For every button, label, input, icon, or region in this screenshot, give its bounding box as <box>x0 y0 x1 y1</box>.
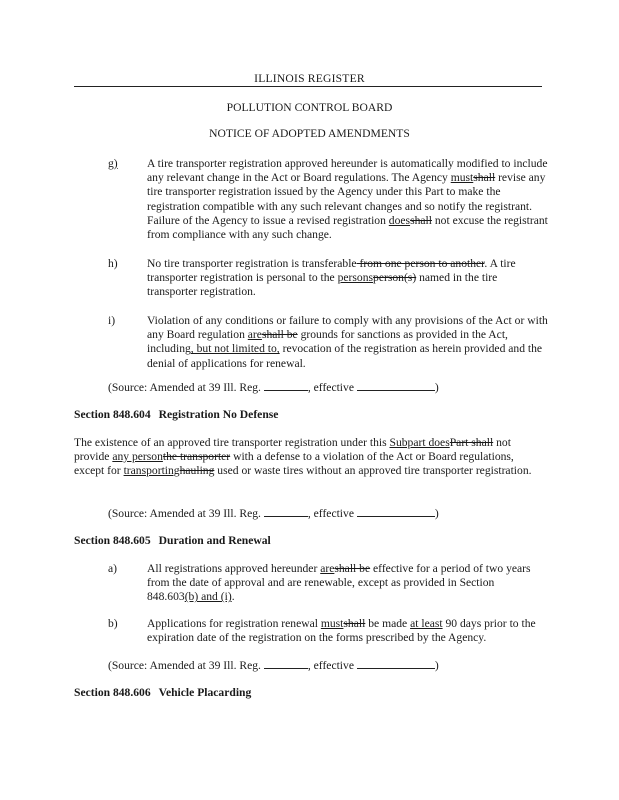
deleted-text: shall <box>473 171 496 185</box>
text-run: not provide <box>74 436 511 464</box>
text-run: named in the tire transporter registration. <box>147 271 498 299</box>
subsection-text <box>147 314 548 371</box>
text-run: 90 days prior to the expiration date of the registration on the forms prescribed by the Agency. <box>147 617 536 645</box>
source-mid: , effective <box>307 507 357 520</box>
subsection-label: g) <box>108 157 118 170</box>
header-rule <box>74 86 542 87</box>
source-note <box>108 506 548 520</box>
inserted-text: , but not limited to, <box>190 342 280 356</box>
deleted-text: hauling <box>179 464 215 478</box>
notice-title: NOTICE OF ADOPTED AMENDMENTS <box>209 127 410 140</box>
text-run: revise any tire transporter registration issued by the Agency under this Part to make the registration compatible with any such relevant changes and so notify the registrant. Failure of the Agency to issue a revised registration <box>147 171 546 227</box>
inserted-text: Subpart does <box>389 436 450 449</box>
text-run: used or waste tires without an approved tire transporter registration. <box>214 464 532 478</box>
text-run: Violation of any conditions or failure to comply with any provisions of the Act or with any Board regulation <box>147 314 548 342</box>
source-note <box>108 658 548 672</box>
text-run: Applications for registration renewal <box>147 617 321 630</box>
subsection-label: b) <box>108 617 118 630</box>
text-run: All registrations approved hereunder <box>147 562 321 575</box>
inserted-text: at least <box>410 617 443 630</box>
section-heading <box>74 408 278 421</box>
subsection-label: a) <box>108 562 118 575</box>
deleted-text: Part shall <box>449 436 494 449</box>
text-run: revocation of the registration as herein provided and the denial of applications for renewal. <box>147 342 543 370</box>
text-run: be made <box>365 617 411 630</box>
subsection-text <box>147 257 548 300</box>
source-mid: , effective <box>307 381 357 394</box>
source-prefix: (Source: Amended at 39 Ill. Reg. <box>108 507 264 520</box>
text-run: A tire transporter registration approved hereunder is automatically modified to include any relevant change in the Act or Board regulations. The Agency <box>147 157 548 185</box>
deleted-text: shall be <box>261 328 298 342</box>
effective-date-blank <box>357 506 435 517</box>
inserted-text: must <box>320 617 344 630</box>
effective-date-blank <box>357 658 435 669</box>
deleted-text: shall <box>410 213 432 227</box>
text-run: grounds for sanctions as provided in the Act, including <box>147 328 508 356</box>
inserted-text: must <box>450 171 474 185</box>
inserted-text: persons <box>337 271 374 285</box>
deleted-text: person(s) <box>373 271 417 285</box>
inserted-text: are <box>247 328 262 342</box>
section-604-body <box>74 436 544 479</box>
text-run: No tire transporter registration is transferable <box>147 257 357 270</box>
inserted-text: any person <box>112 450 163 464</box>
text-run: not excuse the registrant from compliance with any such change. <box>147 213 548 242</box>
subsection-text <box>147 157 548 242</box>
text-run: . <box>231 590 235 604</box>
text-run: The existence of an approved tire transporter registration under this <box>74 436 390 449</box>
deleted-text: the transporter <box>162 450 231 464</box>
section-name: Vehicle Placarding <box>158 686 252 699</box>
source-mid: , effective <box>307 659 357 672</box>
subsection-label: h) <box>108 257 118 270</box>
deleted-text: shall be <box>334 562 371 575</box>
inserted-text: are <box>320 562 335 575</box>
effective-date-blank <box>357 380 435 391</box>
register-page-blank <box>264 506 308 517</box>
register-page-blank <box>264 658 308 669</box>
section-heading <box>74 534 271 547</box>
section-heading <box>74 686 251 699</box>
section-name: Duration and Renewal <box>158 534 271 547</box>
source-prefix: (Source: Amended at 39 Ill. Reg. <box>108 381 264 394</box>
text-run: effective for a period of two years from the date of approval and are renewable, except as provided in Section 848.603 <box>147 562 531 604</box>
register-title: ILLINOIS REGISTER <box>254 72 365 85</box>
source-suffix: ) <box>434 507 439 520</box>
source-suffix: ) <box>434 659 439 672</box>
text-run: . A tire transporter registration is personal to the <box>147 257 516 285</box>
deleted-text: shall <box>343 617 366 630</box>
subsection-text <box>147 617 548 645</box>
subsection-text <box>147 562 548 605</box>
source-suffix: ) <box>434 381 439 394</box>
subsection-label: i) <box>108 314 116 327</box>
agency-name: POLLUTION CONTROL BOARD <box>226 101 393 114</box>
section-number: Section 848.604 <box>74 408 151 421</box>
inserted-text: (b) and (i) <box>184 590 232 604</box>
source-note <box>108 380 548 394</box>
deleted-text: from one person to another <box>356 257 485 270</box>
section-number: Section 848.606 <box>74 686 151 699</box>
text-run: with a defense to a violation of the Act or Board regulations, except for <box>74 450 514 478</box>
source-prefix: (Source: Amended at 39 Ill. Reg. <box>108 659 264 672</box>
inserted-text: transporting <box>123 464 180 478</box>
section-name: Registration No Defense <box>158 408 279 421</box>
inserted-text: does <box>388 213 411 227</box>
section-number: Section 848.605 <box>74 534 151 547</box>
register-page-blank <box>264 380 308 391</box>
